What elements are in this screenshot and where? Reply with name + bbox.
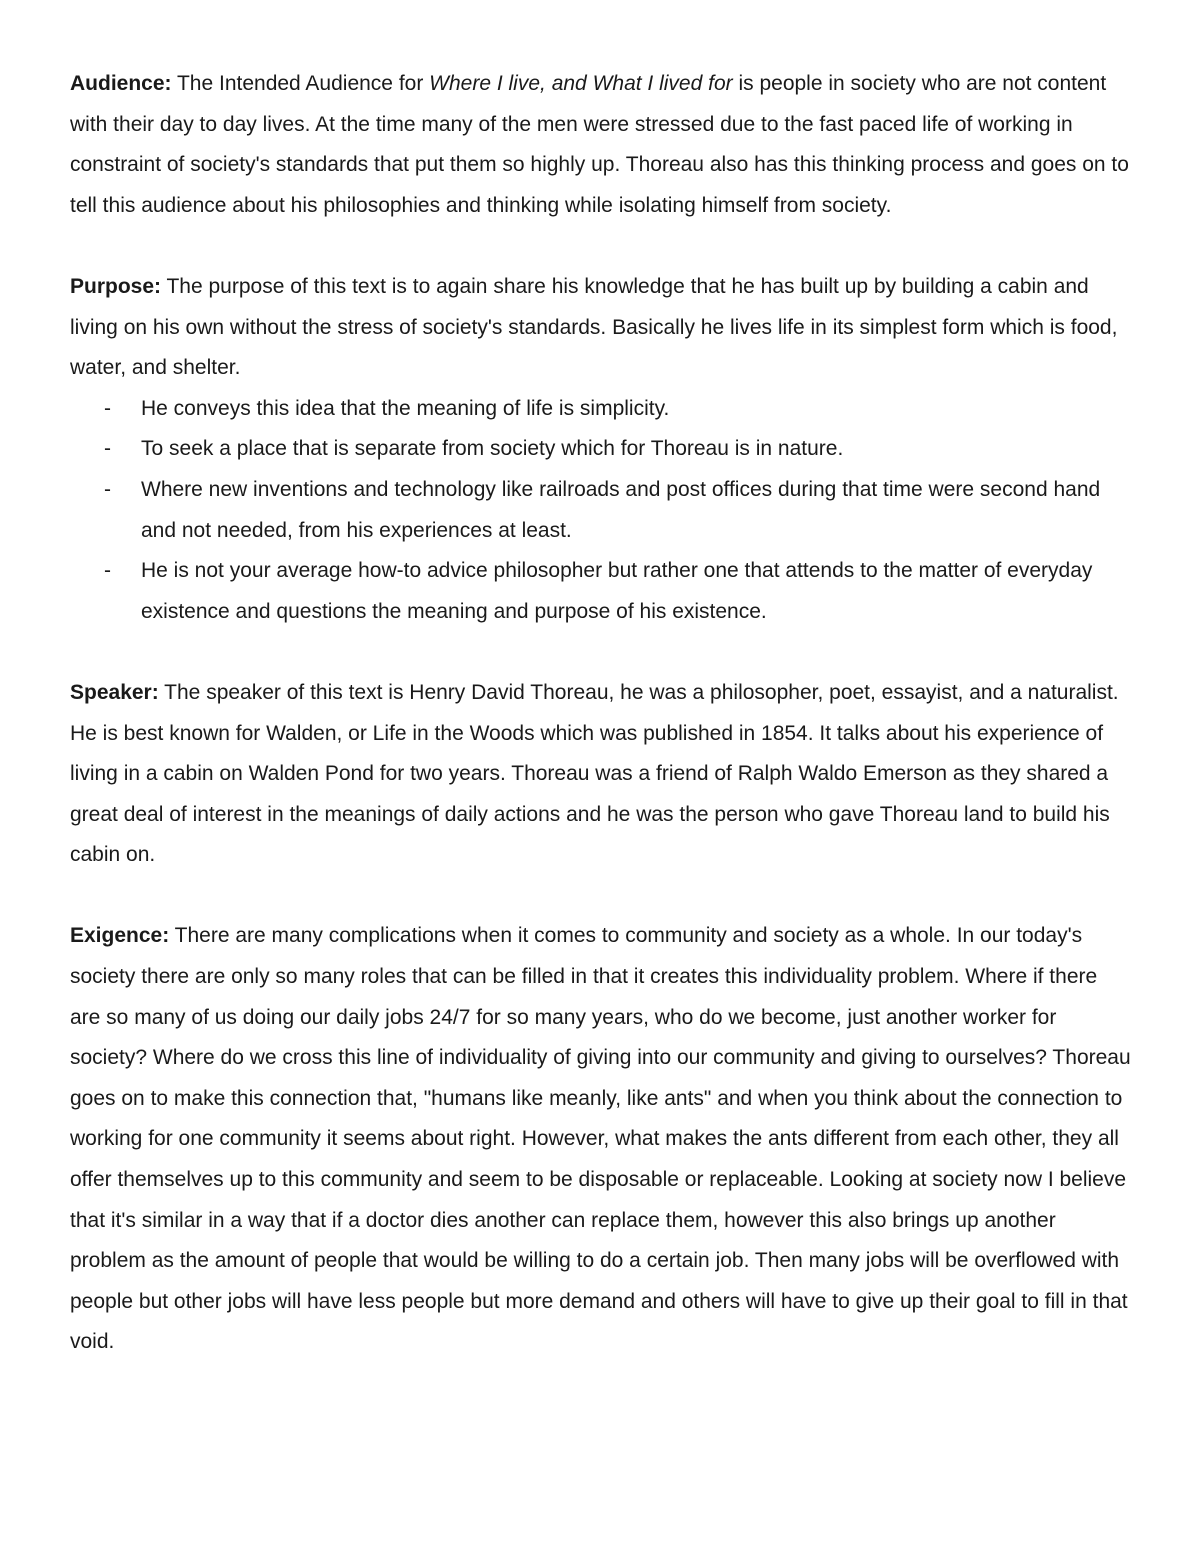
speaker-section: [70, 673, 1132, 876]
purpose-section: [70, 267, 1132, 632]
bullet-text: To seek a place that is separate from society which for Thoreau is in nature.: [141, 437, 844, 461]
audience-paragraph: [70, 64, 1132, 226]
list-item: [70, 470, 1132, 551]
document-page: [70, 64, 1132, 1404]
exigence-paragraph: [70, 916, 1132, 1363]
purpose-paragraph: [70, 267, 1132, 389]
exigence-section: [70, 916, 1132, 1363]
audience-label: Audience:: [70, 72, 172, 95]
speaker-text: The speaker of this text is Henry David Thoreau, he was a philosopher, poet, essayist, and a naturalist. He is best known for Walden, or Life in the Woods which was published in 1854. It talks about his experience of living in a cabin on Walden Pond for two years. Thoreau was a friend of Ralph Waldo Emerson as they shared a great deal of interest in the meanings of daily actions and he was the person who gave Thoreau land to build his cabin on.: [70, 680, 1119, 867]
bullet-dash: -: [104, 396, 111, 420]
bullet-text: He conveys this idea that the meaning of life is simplicity.: [141, 396, 670, 420]
audience-section: [70, 64, 1132, 226]
bullet-dash: -: [104, 477, 111, 501]
bullet-text: Where new inventions and technology like railroads and post offices during that time were second hand and not needed, from his experiences at least.: [141, 477, 1101, 542]
speaker-paragraph: [70, 673, 1132, 876]
purpose-bullet-list: [70, 389, 1132, 633]
exigence-label: Exigence:: [70, 924, 170, 948]
bullet-dash: -: [104, 437, 111, 461]
purpose-label: Purpose:: [70, 274, 162, 298]
list-item: [70, 551, 1132, 632]
audience-text-pre: The Intended Audience for: [171, 72, 430, 95]
bullet-dash: -: [104, 559, 111, 583]
exigence-text: There are many complications when it comes to community and society as a whole. In our today's society there are only so many roles that can be filled in that it creates this individuality problem. Where if there are so many of us doing our daily jobs 24/7 for so many years, who do we become, just another worker for society? Where do we cross this line of individuality of giving into our community and giving to ourselves? Thoreau goes on to make this connection that, "humans like meanly, like ants" and when you think about the connection to working for one community it seems about right. However, what makes the ants different from each other, they all offer themselves up to this community and seem to be disposable or replaceable. Looking at society now I believe that it's similar in a way that if a doctor dies another can replace them, however this also brings up another problem as the amount of people that would be willing to do a certain job. Then many jobs will be overflowed with people but other jobs will have less people but more demand and others will have to give up their goal to fill in that void.: [70, 924, 1131, 1354]
bullet-text: He is not your average how-to advice philosopher but rather one that attends to the matter of everyday existence and questions the meaning and purpose of his existence.: [141, 559, 1093, 623]
audience-text-post: is people in society who are not content with their day to day lives. At the time many of the men were stressed due to the fast paced life of working in constraint of society's standards that put them so highly up. Thoreau also has this thinking process and goes on to tell this audience about his philosophies and thinking while isolating himself from society.: [70, 72, 1129, 217]
purpose-text: The purpose of this text is to again share his knowledge that he has built up by building a cabin and living on his own without the stress of society's standards. Basically he lives life in its simplest form which is food, water, and shelter.: [70, 274, 1118, 380]
list-item: [70, 389, 1132, 430]
list-item: [70, 429, 1132, 470]
audience-essay-title: Where I live, and What I lived for: [429, 72, 733, 95]
speaker-label: Speaker:: [70, 680, 159, 704]
